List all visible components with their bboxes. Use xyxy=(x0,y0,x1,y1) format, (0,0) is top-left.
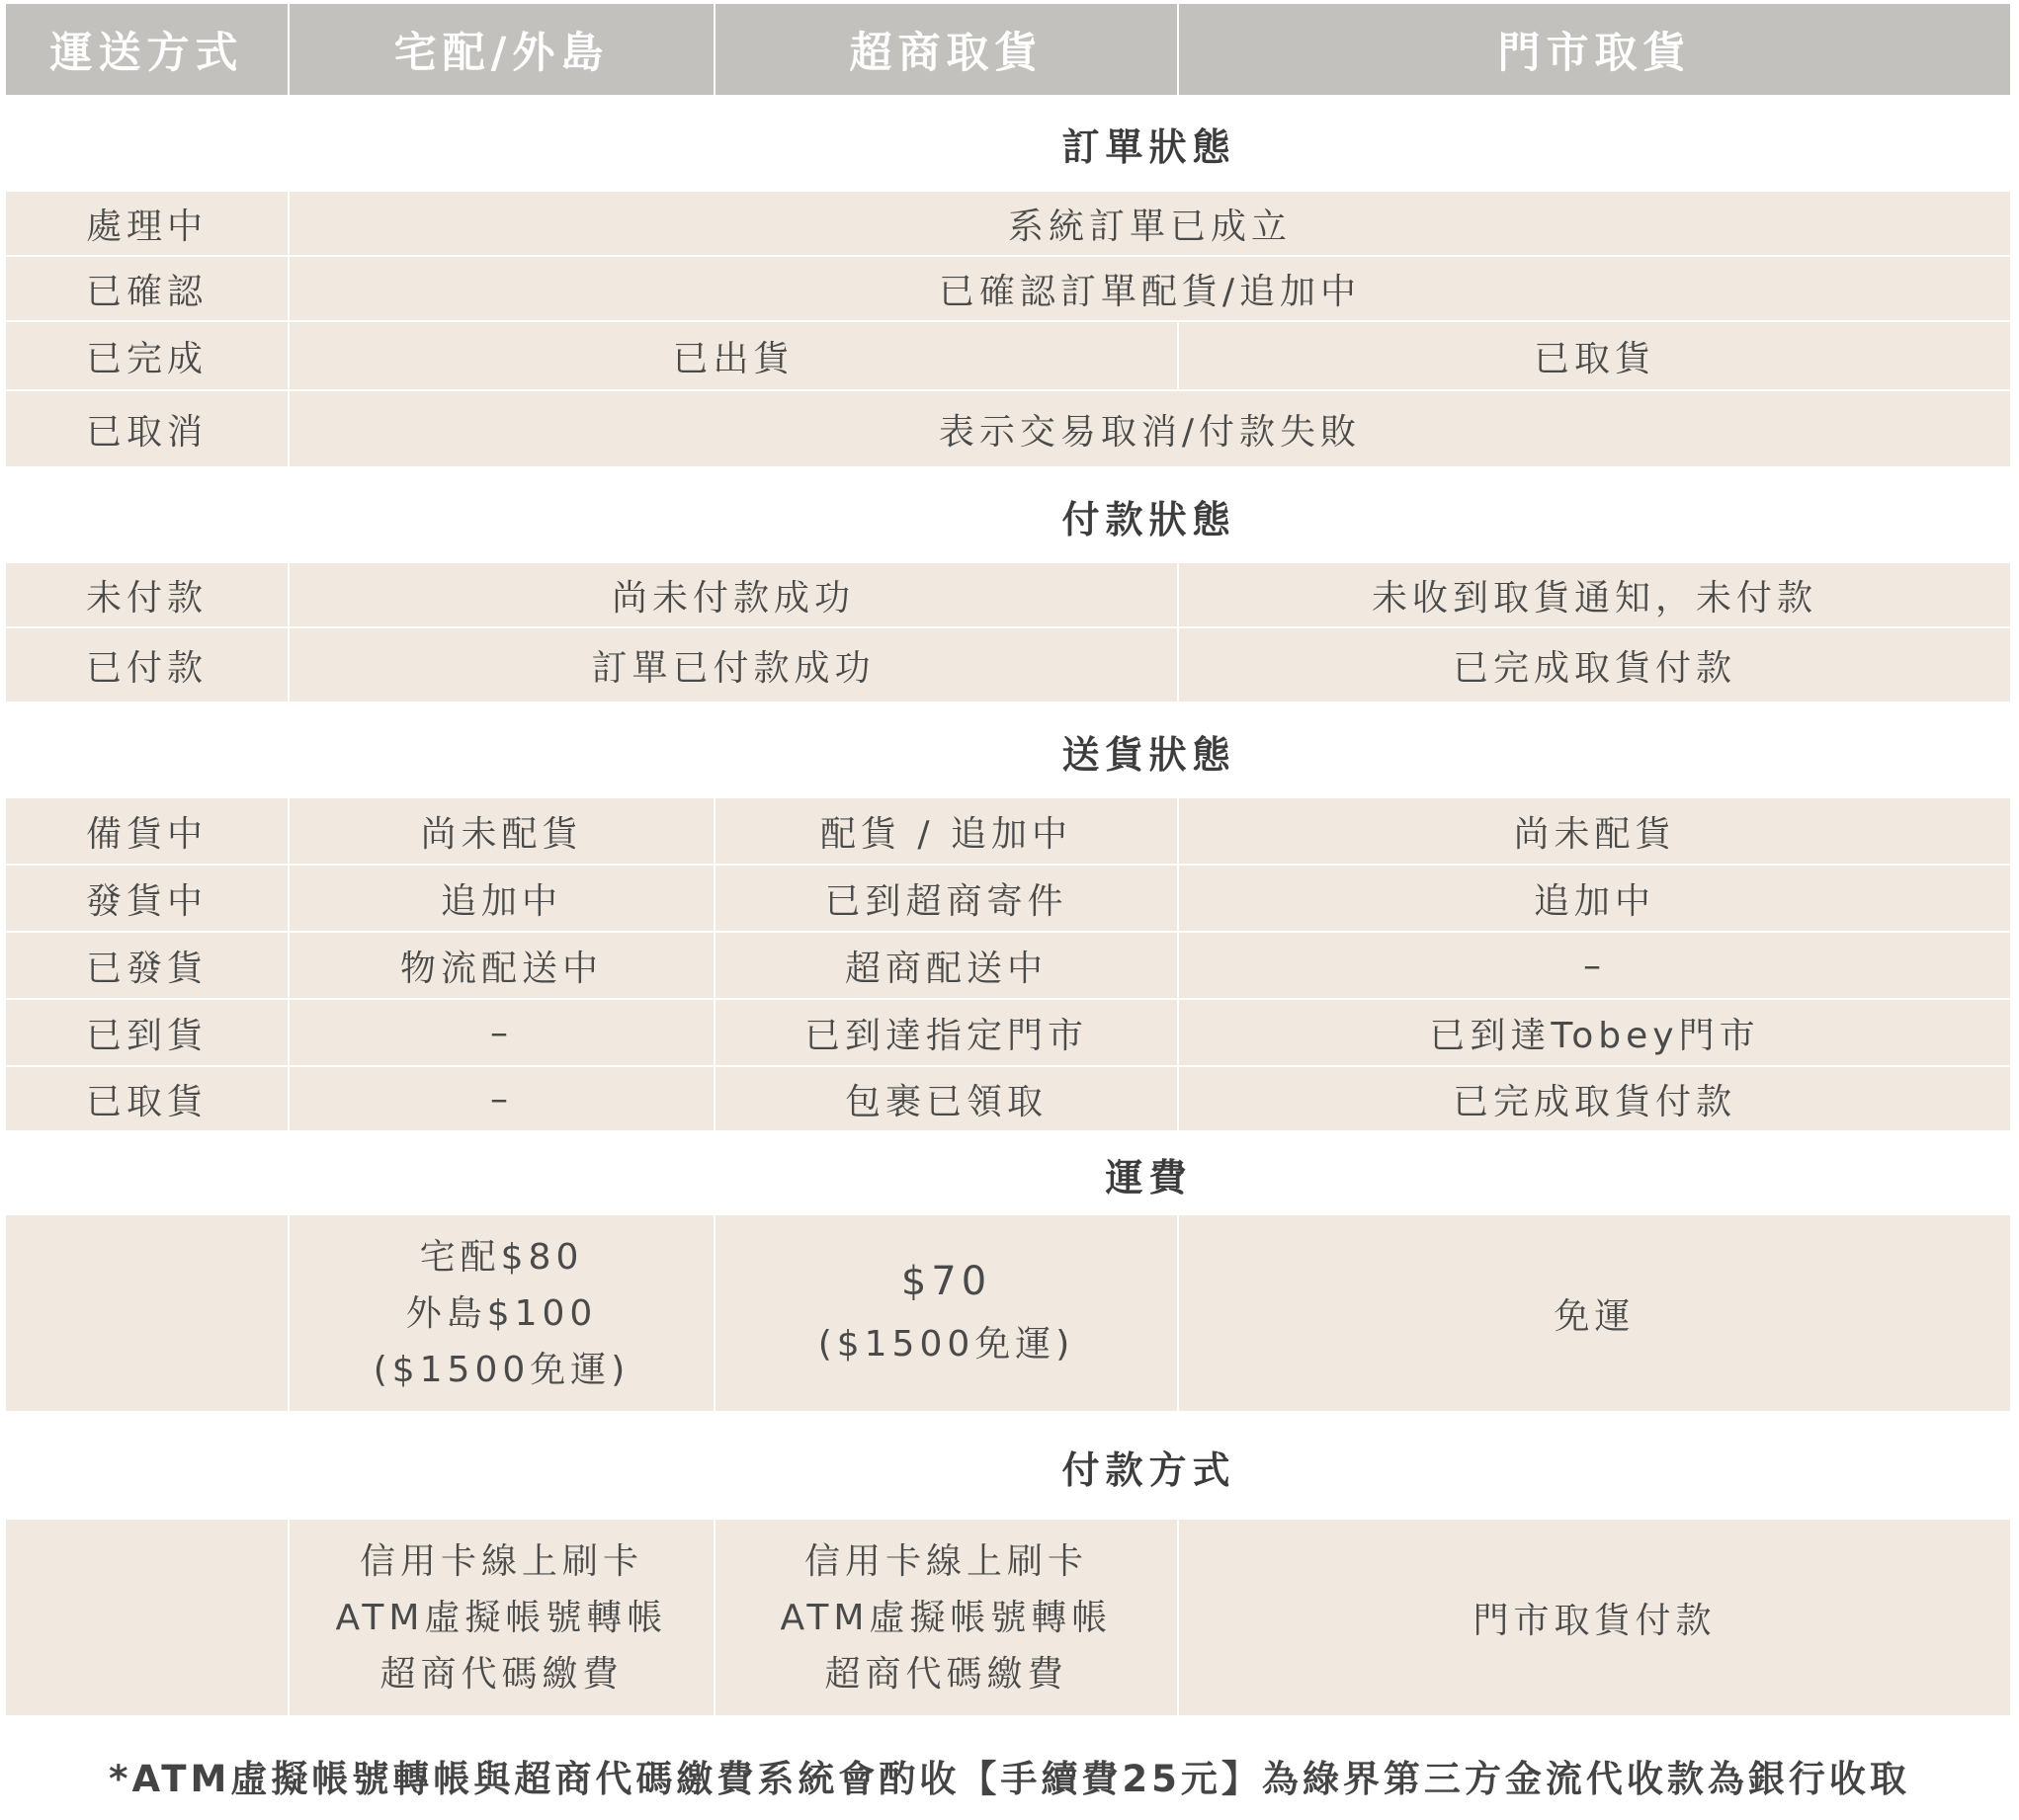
fee-home-line-2: 外島$100 xyxy=(405,1292,598,1334)
method-cvs-line-2: ATM虛擬帳號轉帳 xyxy=(780,1597,1113,1638)
row-label-processing: 處理中 xyxy=(6,192,288,255)
method-convenience-store xyxy=(715,1520,1177,1715)
payment-status-unpaid-store: 未收到取貨通知，未付款 xyxy=(1179,563,2010,626)
shipping-dispatching-cvs: 已到超商寄件 xyxy=(715,866,1177,931)
shipping-preparing-cvs: 配貨 / 追加中 xyxy=(715,798,1177,864)
header-convenience-store: 超商取貨 xyxy=(715,4,1177,95)
order-status-completed-store: 已取貨 xyxy=(1179,322,2010,389)
section-title-shipping-status: 送貨狀態 xyxy=(1061,732,1236,777)
shipping-arrived-store: 已到達Tobey門市 xyxy=(1179,1000,2010,1065)
shipping-picked-up-cvs: 包裹已領取 xyxy=(715,1067,1177,1130)
method-home-delivery xyxy=(290,1520,714,1715)
fee-row-label-empty xyxy=(6,1215,288,1411)
row-label-preparing: 備貨中 xyxy=(6,798,288,864)
row-label-shipped: 已發貨 xyxy=(6,933,288,998)
shipping-arrived-home: – xyxy=(290,1000,714,1065)
fee-cvs-line-1: $70 xyxy=(900,1259,992,1304)
shipping-dispatching-store: 追加中 xyxy=(1179,866,2010,931)
row-label-picked-up: 已取貨 xyxy=(6,1067,288,1130)
order-status-confirmed: 已確認訂單配貨/追加中 xyxy=(290,257,2010,320)
fee-convenience-store xyxy=(715,1215,1177,1411)
section-title-order-status: 訂單狀態 xyxy=(1061,124,1236,169)
method-home-line-1: 信用卡線上刷卡 xyxy=(359,1540,643,1582)
method-row-label-empty xyxy=(6,1520,288,1715)
row-label-paid: 已付款 xyxy=(6,628,288,702)
fee-home-line-3: ($1500免運) xyxy=(373,1349,631,1390)
row-label-completed: 已完成 xyxy=(6,322,288,389)
row-label-dispatching: 發貨中 xyxy=(6,866,288,931)
shipping-preparing-home: 尚未配貨 xyxy=(290,798,714,864)
shipping-picked-up-store: 已完成取貨付款 xyxy=(1179,1067,2010,1130)
section-title-payment-method: 付款方式 xyxy=(1061,1448,1236,1492)
shipping-preparing-store: 尚未配貨 xyxy=(1179,798,2010,864)
row-label-unpaid: 未付款 xyxy=(6,563,288,626)
method-home-line-2: ATM虛擬帳號轉帳 xyxy=(335,1597,668,1638)
method-home-line-3: 超商代碼繳費 xyxy=(379,1653,624,1695)
shipping-shipped-store: – xyxy=(1179,933,2010,998)
section-title-shipping-fee: 運費 xyxy=(1105,1155,1193,1200)
fee-home-delivery xyxy=(290,1215,714,1411)
section-title-payment-status: 付款狀態 xyxy=(1061,497,1236,541)
payment-status-paid-delivery: 訂單已付款成功 xyxy=(290,628,1177,702)
footnote: *ATM虛擬帳號轉帳與超商代碼繳費系統會酌收【手續費25元】為綠界第三方金流代收款為銀行收取 xyxy=(109,1758,1910,1800)
row-label-cancelled: 已取消 xyxy=(6,391,288,466)
payment-status-unpaid-delivery: 尚未付款成功 xyxy=(290,563,1177,626)
fee-cvs-line-2: ($1500免運) xyxy=(817,1324,1075,1365)
header-shipping-method: 運送方式 xyxy=(6,4,288,95)
method-cvs-line-1: 信用卡線上刷卡 xyxy=(803,1540,1088,1582)
row-label-confirmed: 已確認 xyxy=(6,257,288,320)
order-status-processing: 系統訂單已成立 xyxy=(290,192,2010,255)
header-home-delivery: 宅配/外島 xyxy=(290,4,714,95)
method-cvs-line-3: 超商代碼繳費 xyxy=(824,1653,1068,1695)
method-store-pickup: 門市取貨付款 xyxy=(1179,1520,2010,1715)
payment-status-paid-store: 已完成取貨付款 xyxy=(1179,628,2010,702)
shipping-shipped-home: 物流配送中 xyxy=(290,933,714,998)
shipping-info-table xyxy=(6,4,2010,1717)
order-status-cancelled: 表示交易取消/付款失敗 xyxy=(290,391,2010,466)
fee-store-pickup: 免運 xyxy=(1179,1215,2010,1411)
header-store-pickup: 門市取貨 xyxy=(1179,4,2010,95)
shipping-dispatching-home: 追加中 xyxy=(290,866,714,931)
shipping-shipped-cvs: 超商配送中 xyxy=(715,933,1177,998)
shipping-arrived-cvs: 已到達指定門市 xyxy=(715,1000,1177,1065)
order-status-completed-delivery: 已出貨 xyxy=(290,322,1177,389)
shipping-picked-up-home: – xyxy=(290,1067,714,1130)
fee-home-line-1: 宅配$80 xyxy=(419,1236,584,1278)
row-label-arrived: 已到貨 xyxy=(6,1000,288,1065)
